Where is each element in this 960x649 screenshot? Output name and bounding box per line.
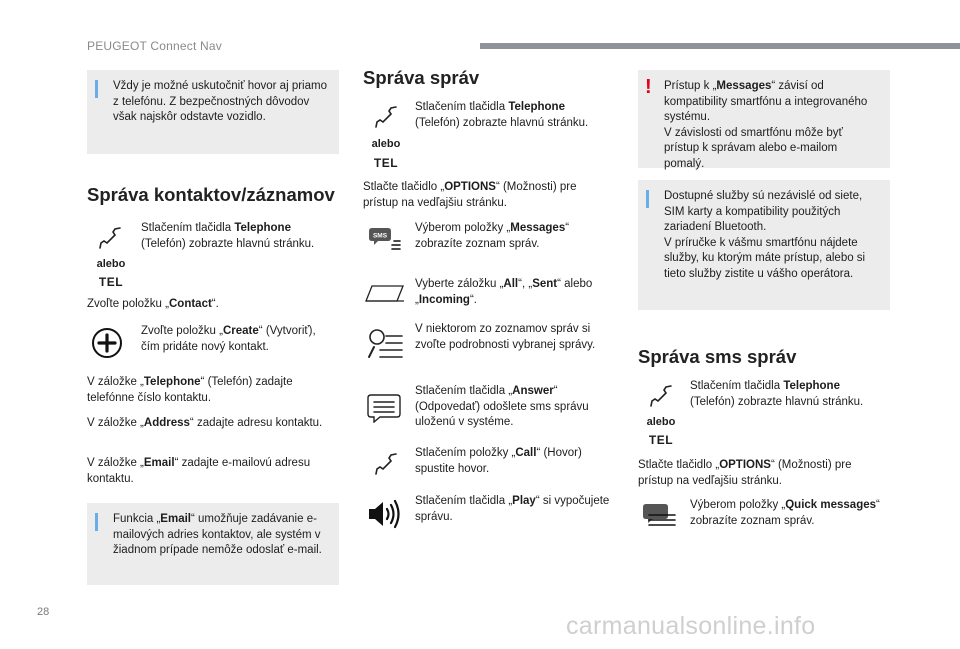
label-tel: TEL <box>98 275 124 289</box>
sms-icon-text: SMS <box>372 232 388 240</box>
step-telephone: Stlačením tlačidla Telephone (Telefón) zobrazte hlavnú stránku. <box>690 380 864 408</box>
phone-icon <box>372 103 400 131</box>
plus-circle-icon <box>91 327 123 359</box>
label-tel: TEL <box>373 156 399 170</box>
step-messages: Výberom položky „Messages“ zobrazíte zoznam správ. <box>415 222 570 250</box>
para-address-tab: V záložke „Address“ zadajte adresu kontaktu. <box>87 417 323 429</box>
para-telephone-tab: V záložke „Telephone“ (Telefón) zadajte telefónne číslo kontaktu. <box>87 376 293 404</box>
step-telephone: Stlačením tlačidla Telephone (Telefón) zobrazte hlavnú stránku. <box>415 101 589 129</box>
warning-note-messages: ! Prístup k „Messages“ závisí od kompatibility smartfónu a integrovaného systému. V závislosti od smartfónu môže byť prístup k správam alebo e-mailom pomalý. <box>638 70 890 168</box>
label-tel: TEL <box>648 433 674 447</box>
page-number: 28 <box>37 606 50 618</box>
step-quick-messages: Výberom položky „Quick messages“ zobrazíte zoznam správ. <box>690 499 880 527</box>
speaker-icon <box>366 498 402 530</box>
step-telephone: Stlačením tlačidla Telephone (Telefón) zobrazte hlavnú stránku. <box>141 222 315 250</box>
step-play: Stlačením tlačidla „Play“ si vypočujete správu. <box>415 495 610 523</box>
header-bar <box>480 43 960 49</box>
call-icon <box>372 450 400 478</box>
phone-icon <box>647 382 675 410</box>
quick-messages-icon <box>641 502 677 532</box>
heading-sms: Správa sms správ <box>638 346 797 367</box>
para-options: Stlačte tlačidlo „OPTIONS“ (Možnosti) pre prístup na vedľajšiu stránku. <box>638 459 852 487</box>
info-note-services: Dostupné služby sú nezávislé od siete, SIM karty a kompatibility použitých zariadení Bluetooth. V príručke k vášmu smartfónu nájdete služby, ku ktorým máte prístup, alebo si tieto služby zistite u vášho operátora. <box>638 180 890 310</box>
step-answer: Stlačením tlačidla „Answer“ (Odpovedať) odošlete sms správu uloženú v systéme. <box>415 385 589 428</box>
step-details: V niektorom zo zoznamov správ si zvoľte podrobnosti vybranej správy. <box>415 323 596 351</box>
para-email-tab: V záložke „Email“ zadajte e-mailovú adresu kontaktu. <box>87 457 311 485</box>
running-header: PEUGEOT Connect Nav <box>87 39 222 53</box>
heading-messages: Správa správ <box>363 67 480 88</box>
heading-contacts: Správa kontaktov/záznamov <box>87 184 335 205</box>
step-create: Zvoľte položku „Create“ (Vytvoriť), čím pridáte nový kontakt. <box>141 325 316 353</box>
answer-icon <box>366 393 402 423</box>
step-call: Stlačením položky „Call“ (Hovor) spustite hovor. <box>415 447 582 475</box>
tabs-icon <box>365 283 405 303</box>
info-note-email: Funkcia „Email“ umožňuje zadávanie e-mailových adries kontaktov, ale systém v žiadnom prípade nemôže odoslať e-mail. <box>87 503 339 585</box>
label-alebo: alebo <box>371 138 401 150</box>
sms-icon <box>368 225 402 255</box>
watermark: carmanualsonline.info <box>566 612 816 640</box>
info-note-call: Vždy je možné uskutočniť hovor aj priamo z telefónu. Z bezpečnostných dôvodov však najskôr odstavte vozidlo. <box>87 70 339 154</box>
step-tabs: Vyberte záložku „All“, „Sent“ alebo „Incoming“. <box>415 278 593 306</box>
label-alebo: alebo <box>96 258 126 270</box>
phone-icon <box>96 224 124 252</box>
para-options: Stlačte tlačidlo „OPTIONS“ (Možnosti) pre prístup na vedľajšiu stránku. <box>363 181 577 209</box>
warning-icon: ! <box>645 76 652 98</box>
message-details-icon <box>366 327 404 365</box>
para-contact: Zvoľte položku „Contact“. <box>87 298 219 310</box>
label-alebo: alebo <box>646 416 676 428</box>
